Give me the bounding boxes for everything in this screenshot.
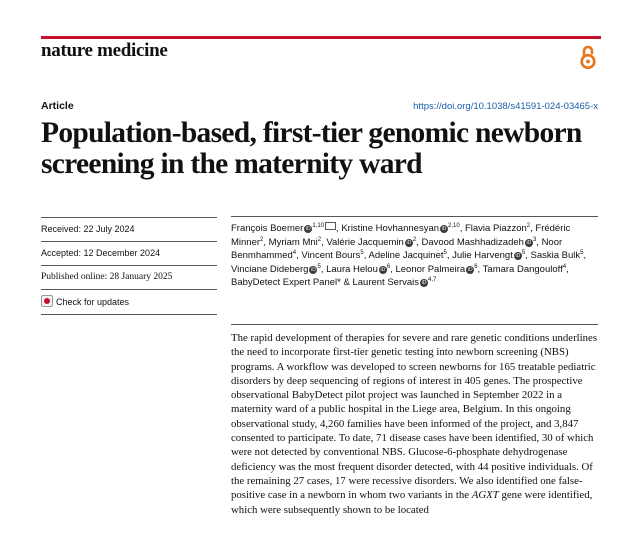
author-label: Vincent Bours — [301, 250, 361, 262]
affiliation-number[interactable]: 2 — [526, 222, 531, 229]
author-name[interactable] — [483, 264, 566, 275]
affiliation-number[interactable]: 2 — [260, 236, 264, 243]
author-name[interactable] — [465, 223, 530, 234]
orcid-icon[interactable]: iD — [305, 226, 311, 232]
affiliation-number[interactable]: 4 — [292, 250, 297, 257]
author-label: Flavia Piazzon — [464, 223, 527, 234]
published-date: Published online: 28 January 2025 — [41, 265, 217, 289]
author-label: Saskia Bulk — [530, 250, 581, 262]
author-name[interactable] — [231, 277, 341, 288]
affiliation-number[interactable]: 6 — [386, 263, 391, 270]
author-label: François Boemer — [231, 223, 304, 234]
author-name[interactable] — [530, 250, 583, 261]
affiliation-number[interactable]: 2 — [317, 236, 322, 243]
received-date: Received: 22 July 2024 — [41, 217, 217, 241]
orcid-icon[interactable]: iD — [467, 266, 473, 273]
author-name[interactable] — [326, 264, 390, 275]
check-for-updates-button[interactable] — [41, 289, 217, 315]
affiliation-number[interactable]: 6 — [474, 263, 478, 270]
affiliation-number[interactable]: 5 — [521, 250, 526, 257]
author-label: Frédéric Minner — [231, 223, 571, 248]
orcid-icon[interactable]: iD — [406, 239, 412, 246]
affiliation-number[interactable]: 2 — [412, 236, 417, 243]
doi-link[interactable]: https://doi.org/10.1038/s41591-024-03465-x — [413, 101, 598, 112]
affiliation-number[interactable]: 3 — [532, 236, 537, 243]
author-label: Valérie Jacquemin — [326, 236, 404, 248]
author-label: Kristine Hovhannesyan — [341, 223, 440, 234]
author-name[interactable] — [231, 264, 321, 275]
author-label: Adeline Jacquinet — [368, 250, 444, 262]
author-name[interactable] — [326, 237, 416, 248]
author-label: BabyDetect Expert Panel* — [231, 277, 341, 289]
affiliation-number[interactable]: 4,7 — [428, 277, 437, 284]
author-list — [231, 216, 598, 290]
journal-name[interactable]: nature medicine — [41, 40, 168, 61]
affiliation-number[interactable]: 4 — [562, 263, 567, 270]
gene-name: AGXT — [471, 489, 499, 502]
page-title: Population-based, first-tier genomic newborn screening in the maternity ward — [41, 117, 582, 180]
affiliation-number[interactable]: 5 — [443, 250, 447, 257]
author-label: Myriam Mni — [268, 236, 318, 248]
author-label: Julie Harvengt — [452, 250, 513, 262]
orcid-icon[interactable]: iD — [380, 266, 386, 273]
author-name[interactable] — [452, 250, 525, 261]
author-name[interactable] — [421, 237, 536, 248]
author-label: Tamara Dangouloff — [482, 263, 563, 275]
author-name[interactable] — [369, 250, 447, 261]
article-type: Article — [41, 100, 74, 112]
abstract-fragment: gene were identified, which were subsequently shown to be located — [231, 489, 593, 516]
author-name[interactable] — [269, 237, 321, 248]
orcid-icon[interactable]: iD — [441, 226, 447, 232]
accepted-date: Accepted: 12 December 2024 — [41, 241, 217, 265]
author-name[interactable] — [352, 277, 436, 288]
author-label: Noor Benmhammed — [231, 236, 563, 262]
header-rule — [41, 36, 601, 39]
abstract-text — [231, 331, 598, 517]
orcid-icon[interactable]: iD — [526, 239, 532, 246]
author-name[interactable] — [395, 264, 477, 275]
affiliation-number[interactable]: 5 — [317, 263, 321, 270]
abstract-section — [231, 324, 598, 517]
affiliation-number[interactable]: 5 — [580, 250, 584, 257]
check-updates-icon — [41, 295, 53, 307]
authors-text: François Boemer iD$^{1,10}$ , Kristine Hovhannesyan iD$^{2,10}$, Flavia Piazzon$^2$, Frédéric Minner$^2$, Myriam Mni$^2$, Valérie Jacquemin $iD^2$, Davood Mashhadizadeh $iD^3$, Noor Benmhammed$^4$, Vincent Bours$^5$, Adeline Jacquinet$^5$, Julie Harvengt $iD^5$, Saskia Bulk$^5$, Vinciane Dideberg $iD^5$, Laura Helou $iD^6$, Leonor Palmeira $iD^6$, Tamara Dangouloff$^4$, BabyDetect Expert Panel* & Laurent Servais iD$^{4,7}$ — [231, 222, 587, 289]
author-name[interactable] — [231, 223, 336, 234]
open-access-icon[interactable] — [578, 44, 598, 70]
author-name[interactable] — [341, 223, 459, 234]
author-label: Laurent Servais — [352, 277, 420, 289]
orcid-icon[interactable]: iD — [311, 266, 316, 273]
author-label: Leonor Palmeira — [395, 263, 466, 275]
orcid-icon[interactable]: iD — [515, 253, 521, 260]
affiliation-number[interactable]: 2,10 — [448, 222, 460, 229]
author-label: Laura Helou — [326, 263, 378, 275]
author-label: Davood Mashhadizadeh — [421, 236, 524, 248]
affiliation-number[interactable]: 5 — [360, 250, 364, 257]
email-icon[interactable] — [325, 222, 336, 230]
article-metadata — [41, 217, 217, 315]
check-for-updates-label: Check for updates — [56, 297, 130, 307]
affiliation-number[interactable]: 1,10 — [312, 222, 325, 229]
abstract-fragment: The rapid development of therapies for severe and rare genetic conditions underlines the need to incorporate first-tier genetic testing into newborn screening (NBS) programs. A workflow was developed to screen newborns for 165 treatable pediatric disorders by deep sequencing of regions of interest in 405 genes. The prospective observational BabyDetect pilot project was launched in September 2022 in a maternity ward of a public hospital in the Liege area, Belgium. In this ongoing observational study, 4,260 families have been informed of the project, and 3,847 consented to participate. To date, 71 disease cases have been identified, 30 of which were not detected by conventional NBS. Glucose-6-phosphate dehydrogenase deficiency was the most frequent disorder detected, with 44 positive individuals. Of the remaining 27 cases, 17 were recessive disorders. We also identified one false-positive case in a newborn in whom two variants in the — [231, 332, 598, 502]
author-name[interactable] — [301, 250, 363, 261]
author-label: Vinciane Dideberg — [231, 263, 309, 275]
orcid-icon[interactable]: iD — [421, 280, 427, 287]
